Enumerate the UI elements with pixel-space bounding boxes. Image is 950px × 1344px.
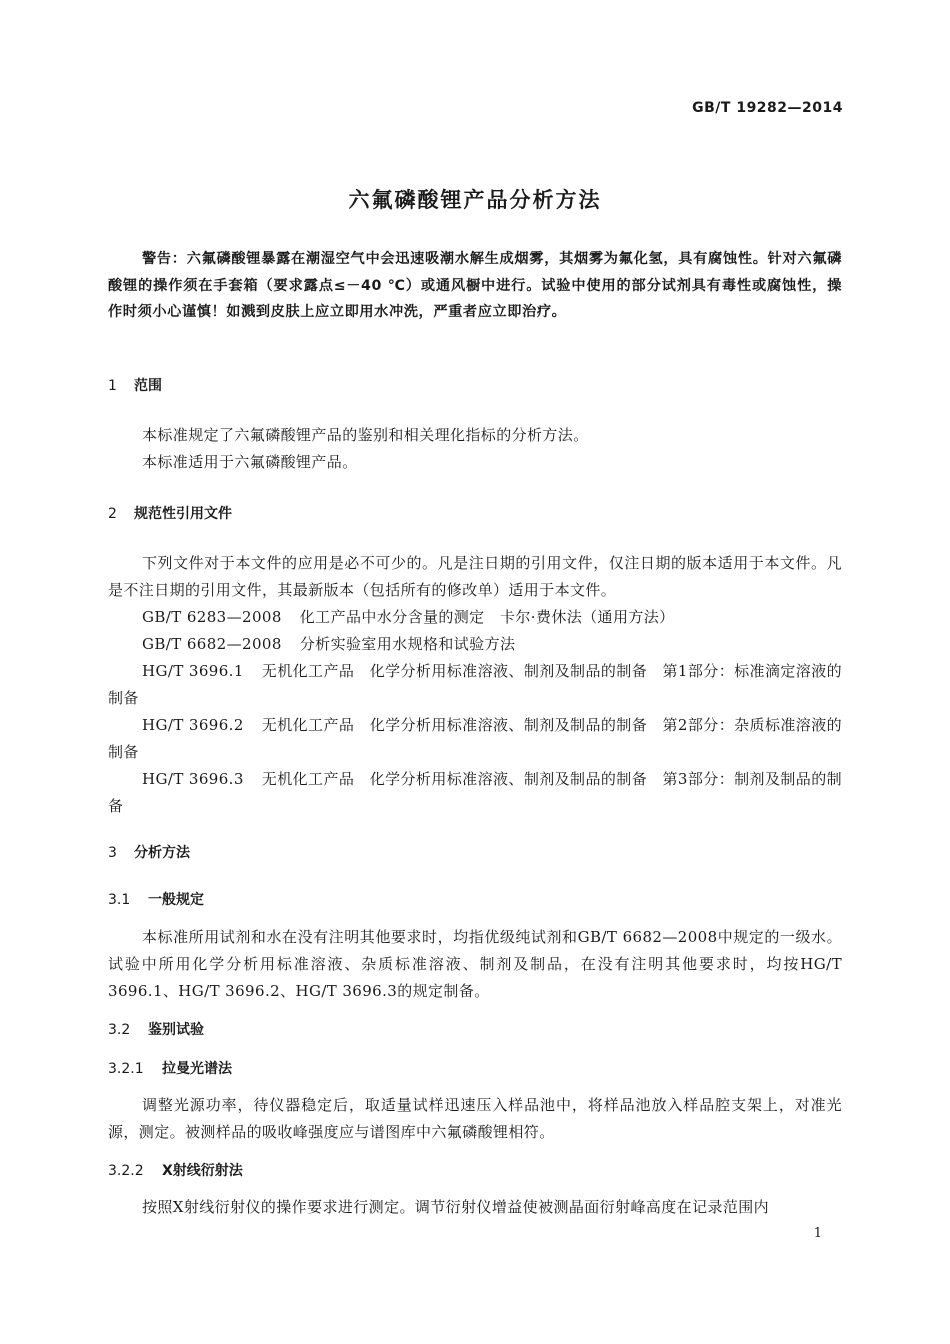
section-title: X射线衍射法 (162, 1163, 243, 1179)
section-title: 分析方法 (134, 845, 190, 861)
subsection-3-2-2-heading (108, 1160, 243, 1180)
section-title: 规范性引用文件 (134, 506, 232, 522)
section-number: 3.1 (108, 892, 131, 908)
section-2-heading (108, 503, 232, 523)
section-number: 3.2.2 (108, 1163, 144, 1179)
section-title: 范围 (134, 378, 162, 394)
page-number: 1 (813, 1226, 822, 1241)
paragraph: 按照X射线衍射仪的操作要求进行测定。调节衍射仪增益使被测晶面衍射峰高度在记录范围内 (142, 1198, 770, 1216)
subsection-3-2-heading (108, 1019, 204, 1039)
subsection-3-2-1-heading (108, 1058, 232, 1078)
reference-item (108, 658, 842, 712)
paragraph: 本标准所用试剂和水在没有注明其他要求时，均指优级纯试剂和GB/T 6682—2008中规定的一级水。试验中所用化学分析用标准溶液、杂质标准溶液、制剂及制品，在没有注明其他要求时，均按HG/T 3696.1、HG/T 3696.2、HG/T 3696.3的规定制备。 (108, 928, 842, 1000)
reference-item (108, 712, 842, 766)
standard-number: GB/T 19282—2014 (692, 100, 843, 116)
section-3-heading (108, 842, 190, 862)
reference-code: HG/T 3696.2 (142, 716, 244, 734)
document-title: 六氟磷酸锂产品分析方法 (348, 188, 602, 212)
section-1-heading (108, 375, 162, 395)
warning-notice: 警告：六氟磷酸锂暴露在潮湿空气中会迅速吸潮水解生成烟雾，其烟雾为氟化氢，具有腐蚀性。针对六氟磷酸锂的操作须在手套箱（要求露点≤－40 ℃）或通风橱中进行。试验中使用的部分试剂具有毒性或腐蚀性，操作时须小心谨慎！如溅到皮肤上应立即用水冲洗，严重者应立即治疗。 (108, 251, 842, 320)
paragraph: 本标准规定了六氟磷酸锂产品的鉴别和相关理化指标的分析方法。 (142, 426, 589, 444)
section-title: 拉曼光谱法 (162, 1061, 232, 1077)
reference-title: 无机化工产品 化学分析用标准溶液、制剂及制品的制备 第3部分：制剂及制品的制备 (108, 770, 843, 815)
section-number: 3.2 (108, 1022, 131, 1038)
paragraph: 本标准适用于六氟磷酸锂产品。 (142, 453, 358, 471)
reference-code: HG/T 3696.3 (142, 770, 244, 788)
reference-code: HG/T 3696.1 (142, 662, 244, 680)
section-title: 鉴别试验 (148, 1022, 204, 1038)
paragraph: 下列文件对于本文件的应用是必不可少的。凡是注日期的引用文件，仅注日期的版本适用于本文件。凡是不注日期的引用文件，其最新版本（包括所有的修改单）适用于本文件。 (108, 554, 842, 599)
section-number: 2 (108, 506, 117, 522)
subsection-3-1-heading (108, 889, 204, 909)
reference-item (108, 766, 842, 820)
paragraph: 调整光源功率，待仪器稳定后，取适量试样迅速压入样品池中，将样品池放入样品腔支架上，对准光源，测定。被测样品的吸收峰强度应与谱图库中六氟磷酸锂相符。 (108, 1096, 842, 1141)
section-number: 3 (108, 845, 117, 861)
reference-title: 无机化工产品 化学分析用标准溶液、制剂及制品的制备 第2部分：杂质标准溶液的制备 (108, 716, 843, 761)
section-number: 3.2.1 (108, 1061, 144, 1077)
reference-code: GB/T 6682—2008 (142, 635, 282, 653)
section-title: 一般规定 (148, 892, 204, 908)
reference-item (108, 604, 842, 631)
reference-item (108, 631, 842, 658)
reference-title: 化工产品中水分含量的测定 卡尔·费休法（通用方法） (299, 608, 675, 626)
reference-title: 分析实验室用水规格和试验方法 (299, 635, 516, 653)
reference-title: 无机化工产品 化学分析用标准溶液、制剂及制品的制备 第1部分：标准滴定溶液的制备 (108, 662, 843, 707)
reference-code: GB/T 6283—2008 (142, 608, 282, 626)
section-number: 1 (108, 378, 117, 394)
